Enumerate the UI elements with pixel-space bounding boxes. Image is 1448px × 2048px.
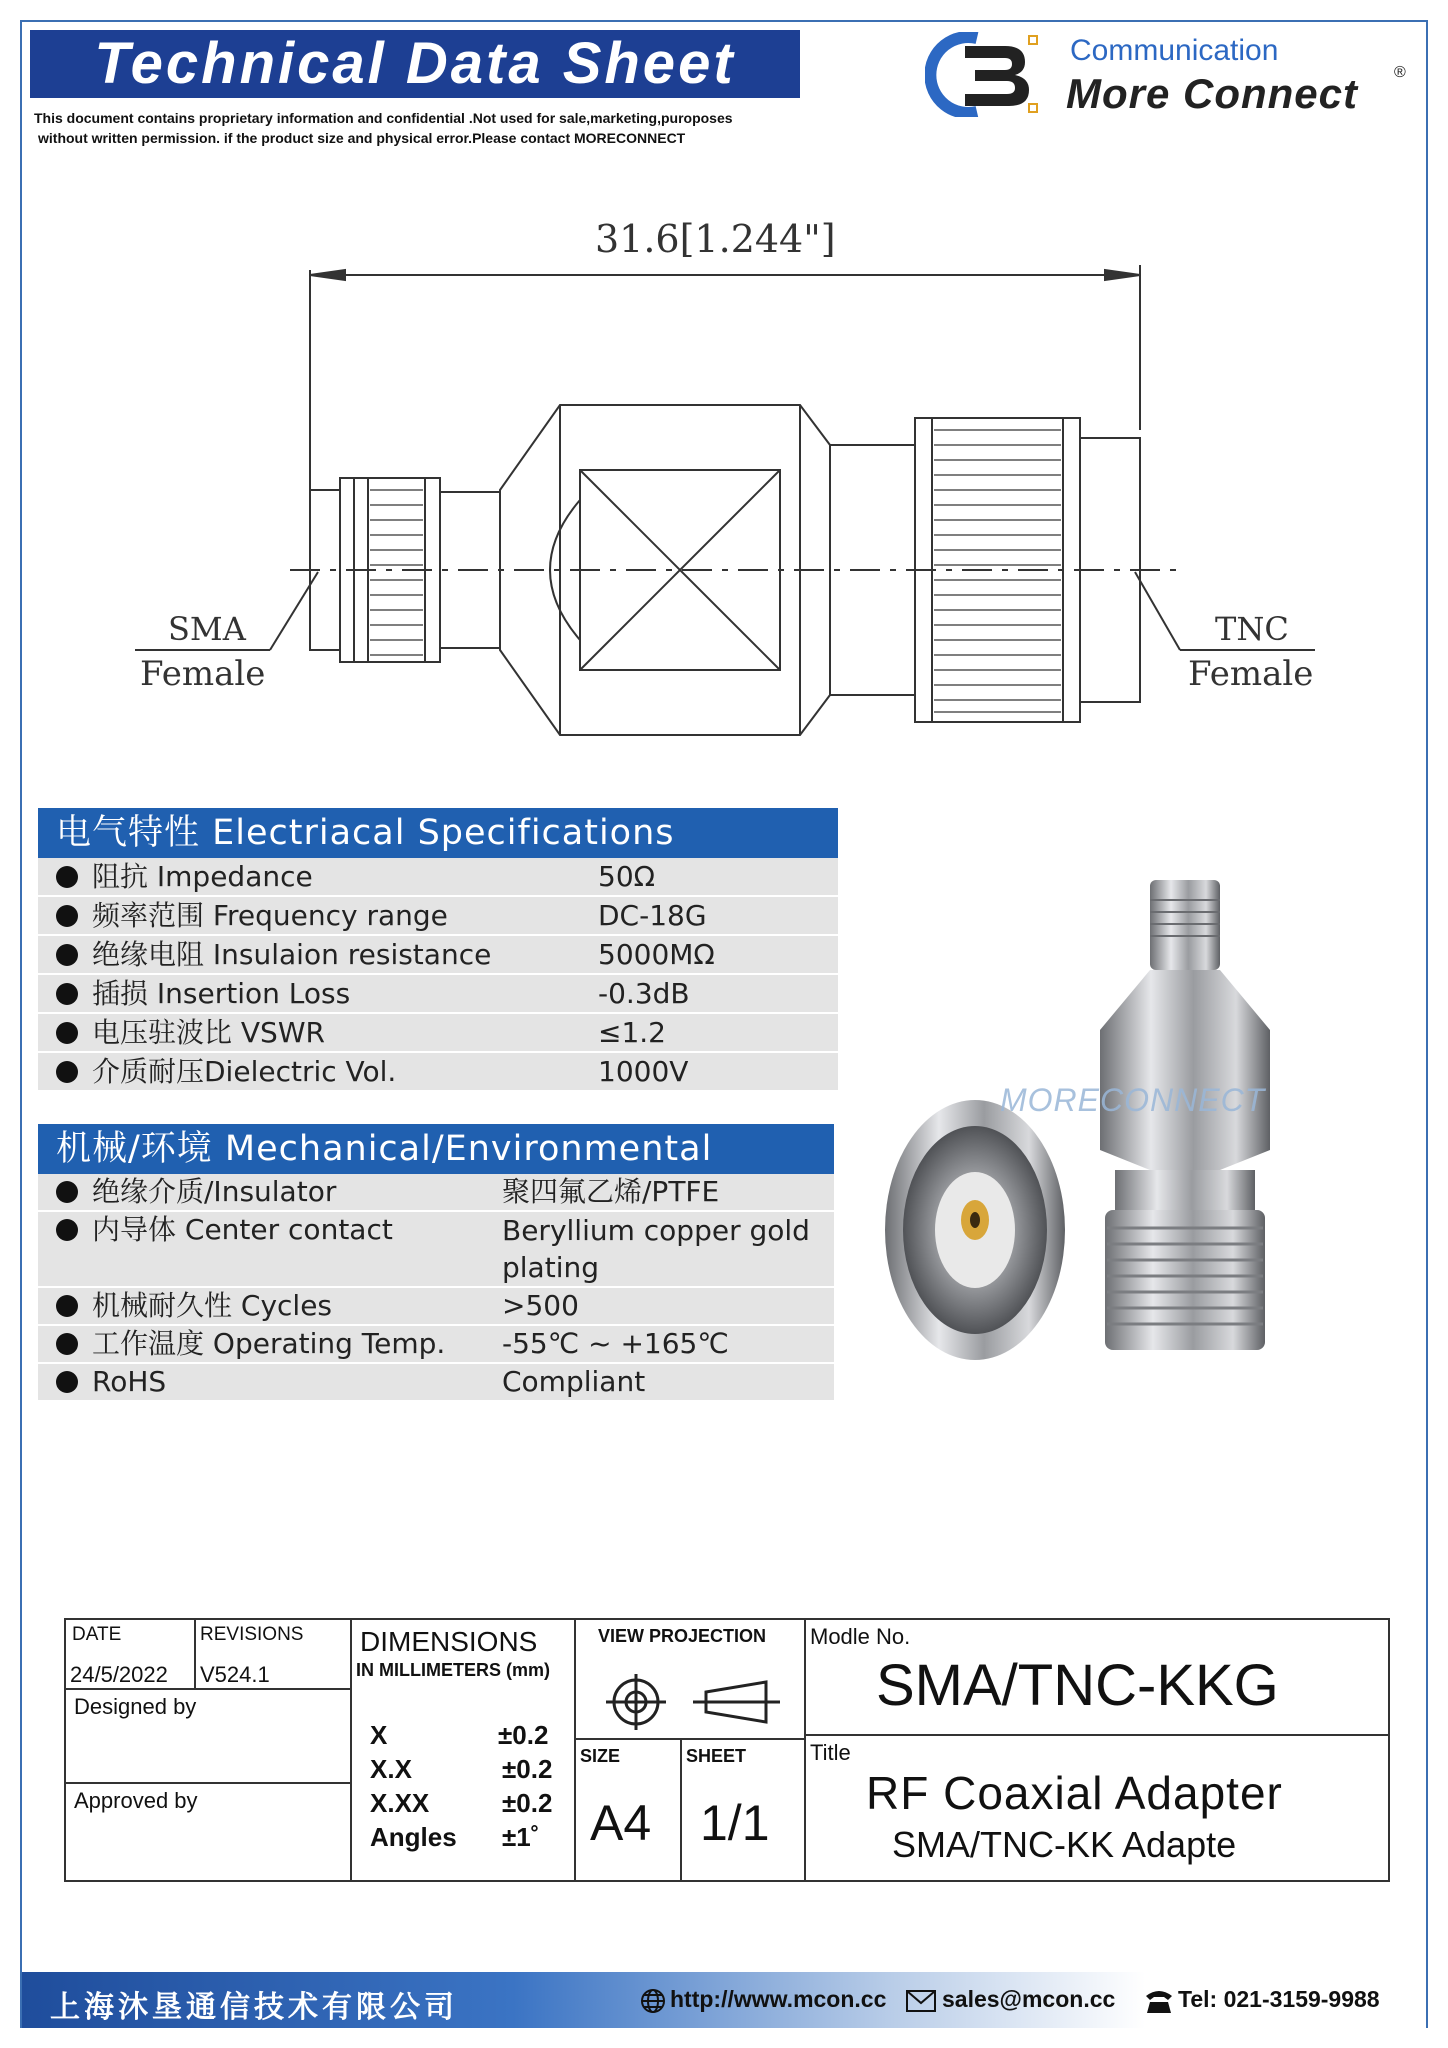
tolerance-value: ±0.2	[502, 1754, 553, 1784]
spec-value: DC-18G	[598, 899, 707, 932]
disclaimer-line-2: without written permission. if the product size and physical error.Please contact MORECONNECT	[38, 130, 686, 146]
title-label: Title	[810, 1740, 851, 1765]
product-title: RF Coaxial Adapter	[866, 1767, 1283, 1819]
spec-value: Beryllium copper gold plating	[502, 1214, 810, 1284]
bullet-icon	[56, 905, 78, 927]
title-block	[64, 1618, 1390, 1882]
spec-row-vswr	[38, 1014, 838, 1051]
spec-label: 机械耐久性 Cycles	[92, 1289, 333, 1322]
page-title: Technical Data Sheet	[94, 31, 736, 96]
product-photo	[880, 860, 1280, 1380]
spec-row-rohs	[38, 1364, 834, 1400]
bullet-icon	[56, 1333, 78, 1355]
tnc-female-label: Female	[1188, 654, 1314, 694]
technical-drawing	[120, 200, 1340, 740]
sheet-value: 1/1	[700, 1795, 770, 1851]
spec-row-center-contact	[38, 1212, 834, 1286]
revisions-label: REVISIONS	[200, 1624, 304, 1645]
globe-icon	[640, 1988, 666, 2014]
view-projection-label: VIEW PROJECTION	[598, 1626, 767, 1646]
bullet-icon	[56, 1295, 78, 1317]
size-label: SIZE	[580, 1746, 621, 1766]
units-label: IN MILLIMETERS (mm)	[356, 1660, 550, 1680]
spec-row-insulator	[38, 1174, 834, 1210]
spec-value: -0.3dB	[598, 977, 690, 1010]
bullet-icon	[56, 866, 78, 888]
tolerance-value: ±1˚	[502, 1822, 540, 1852]
email-icon	[906, 1990, 936, 2012]
sma-label: SMA	[168, 610, 246, 648]
approved-by-label: Approved by	[74, 1788, 198, 1813]
tnc-label: TNC	[1215, 610, 1289, 648]
registered-mark: ®	[1394, 64, 1406, 81]
spec-label: 频率范围 Frequency range	[92, 899, 448, 932]
bullet-icon	[56, 983, 78, 1005]
spec-row-insulation	[38, 936, 838, 973]
sheet-label: SHEET	[686, 1746, 747, 1766]
bullet-icon	[56, 1022, 78, 1044]
spec-row-impedance	[38, 858, 838, 895]
spec-value: >500	[502, 1289, 579, 1322]
spec-label: 内导体 Center contact	[92, 1213, 393, 1246]
disclaimer	[34, 108, 824, 148]
spec-value: 50Ω	[598, 860, 656, 893]
bullet-icon	[56, 1371, 78, 1393]
brand-name: More Connect	[1066, 70, 1359, 117]
footer-bar	[22, 1972, 1426, 2028]
electrical-specs-table	[38, 858, 838, 1092]
spec-label: 绝缘电阻 Insulaion resistance	[92, 938, 492, 971]
spec-label: 介质耐压Dielectric Vol.	[92, 1055, 397, 1088]
date-value: 24/5/2022	[70, 1662, 168, 1687]
tolerance-name: X.XX	[370, 1788, 430, 1818]
phone-number: Tel: 021-3159-9988	[1178, 1986, 1380, 2012]
tolerance-name: X.X	[370, 1754, 412, 1784]
bullet-icon	[56, 1061, 78, 1083]
spec-value: ≤1.2	[598, 1016, 666, 1049]
model-number: SMA/TNC-KKG	[876, 1653, 1279, 1718]
spec-label: 阻抗 Impedance	[92, 860, 313, 893]
product-subtitle: SMA/TNC-KK Adapte	[892, 1824, 1237, 1865]
spec-label: 工作温度 Operating Temp.	[92, 1327, 446, 1360]
email-link[interactable]: sales@mcon.cc	[942, 1986, 1116, 2012]
disclaimer-line-1: This document contains proprietary information and confidential .Not used for sale,marketing,puroposes	[34, 110, 733, 126]
mechanical-specs-table	[38, 1174, 834, 1402]
model-label: Modle No.	[810, 1624, 911, 1649]
tolerance-value: ±0.2	[502, 1788, 553, 1818]
title-banner	[30, 30, 800, 98]
projection-symbol-icon	[588, 1670, 798, 1734]
bullet-icon	[56, 1181, 78, 1203]
tolerance-name: Angles	[370, 1822, 457, 1852]
mechanical-specs-heading: 机械/环境 Mechanical/Environmental	[38, 1124, 834, 1174]
revisions-value: V524.1	[200, 1662, 270, 1687]
website-link[interactable]: http://www.mcon.cc	[670, 1986, 887, 2012]
date-label: DATE	[72, 1624, 122, 1645]
watermark: MORECONNECT	[1000, 1082, 1266, 1118]
brand-tagline: Communication	[1070, 34, 1279, 67]
dimensions-label: DIMENSIONS	[360, 1626, 538, 1657]
sma-female-label: Female	[140, 654, 266, 694]
spec-value: 1000V	[598, 1055, 689, 1088]
bullet-icon	[56, 944, 78, 966]
spec-label: 绝缘介质/Insulator	[92, 1175, 337, 1208]
spec-value: 5000MΩ	[598, 938, 715, 971]
spec-label: 插损 Insertion Loss	[92, 977, 351, 1010]
spec-value: -55℃ ~ +165℃	[502, 1327, 729, 1360]
phone-icon	[1144, 1988, 1174, 2014]
bullet-icon	[56, 1219, 78, 1241]
spec-row-dielectric	[38, 1053, 838, 1090]
spec-value: Compliant	[502, 1365, 646, 1398]
tolerance-name: X	[370, 1720, 388, 1750]
size-value: A4	[590, 1795, 652, 1851]
company-name-cn: 上海沐垦通信技术有限公司	[50, 1990, 458, 2025]
dimension-label: 31.6[1.244"]	[595, 217, 836, 261]
spec-value: 聚四氟乙烯/PTFE	[502, 1175, 720, 1208]
tolerance-value: ±0.2	[498, 1720, 549, 1750]
spec-row-operating-temp	[38, 1326, 834, 1362]
spec-label: 电压驻波比 VSWR	[92, 1016, 325, 1049]
moreconnect-logo-icon	[925, 32, 1040, 117]
spec-row-frequency	[38, 897, 838, 934]
spec-row-insertion-loss	[38, 975, 838, 1012]
spec-label: RoHS	[92, 1365, 167, 1398]
spec-row-cycles	[38, 1288, 834, 1324]
electrical-specs-heading: 电气特性 Electriacal Specifications	[38, 808, 838, 858]
designed-by-label: Designed by	[74, 1694, 197, 1719]
